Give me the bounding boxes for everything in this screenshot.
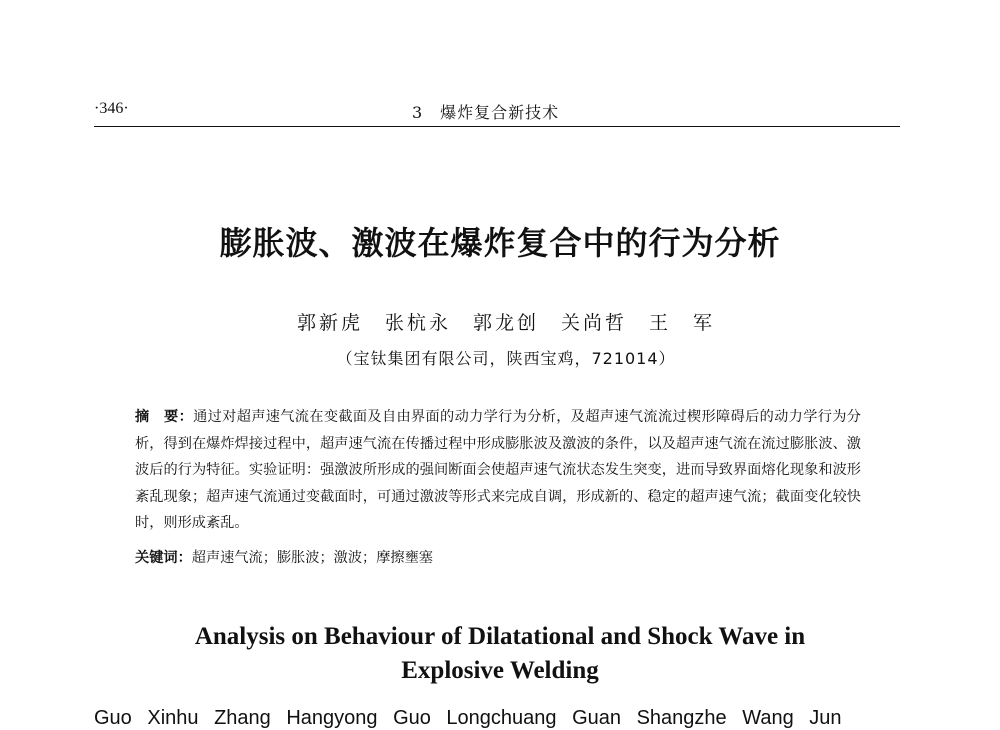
page-number: ·346· [94, 100, 129, 117]
page-header [94, 98, 900, 127]
abstract-label: 摘 要： [135, 409, 194, 425]
abstract-chinese [135, 404, 861, 537]
authors-chinese: 郭新虎 张杭永 郭龙创 关尚哲 王 军 [296, 312, 715, 334]
affiliation-chinese: （宝钛集团有限公司，陕西宝鸡，721014） [336, 349, 676, 368]
paper-title-english [0, 620, 1000, 688]
paper-title-chinese: 膨胀波、激波在爆炸复合中的行为分析 [219, 224, 781, 262]
paper-title-english-line-2: Explosive Welding [401, 657, 599, 684]
authors-english: Guo Xinhu Zhang Hangyong Guo Longchuang Guan Shangzhe Wang Jun [94, 707, 842, 729]
paper-title-english-line-1: Analysis on Behaviour of Dilatational and Shock Wave in [194, 623, 806, 650]
running-head: 3 爆炸复合新技术 [412, 103, 560, 122]
keywords-text: 超声速气流；膨胀波；激波；摩擦壅塞 [191, 550, 433, 566]
keywords-chinese [135, 547, 861, 567]
abstract-text: 通过对超声速气流在变截面及自由界面的动力学行为分析，及超声速气流流过楔形障碍后的动力学行为分析，得到在爆炸焊接过程中，超声速气流在传播过程中形成膨胀波及激波的条件，以及超声速气流在流过膨胀波、激波后的行为特征。实验证明：强激波所形成的强间断面会使超声速气流状态发生突变，进而导致界面熔化现象和波形紊乱现象；超声速气流通过变截面时，可通过激波等形式来完成自调，形成新的、稳定的超声速气流；截面变化较快时，则形成紊乱。 [135, 409, 861, 531]
keywords-label: 关键词： [135, 550, 192, 566]
